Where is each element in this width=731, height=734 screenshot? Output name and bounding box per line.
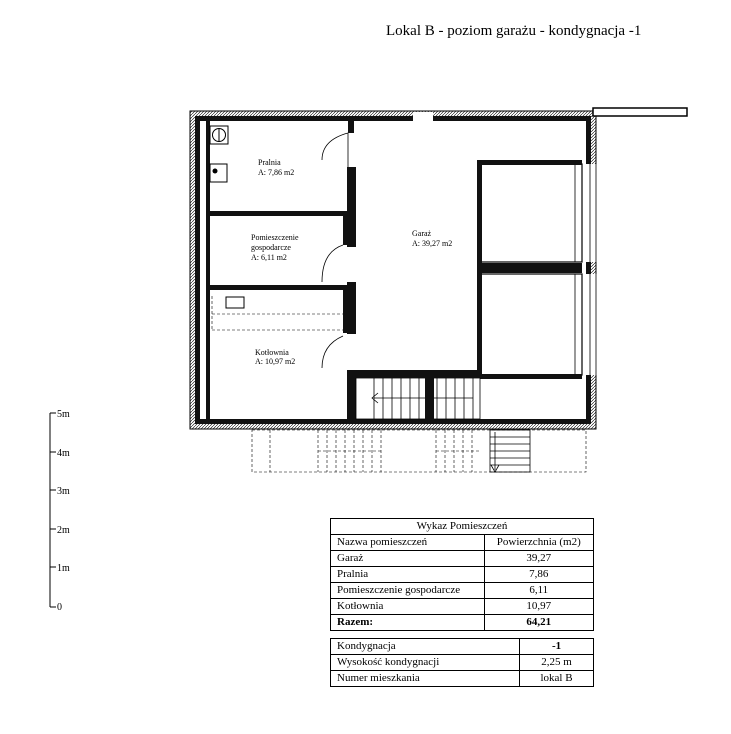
room-area: 7,86	[484, 567, 593, 583]
svg-text:A: 39,27 m2: A: 39,27 m2	[412, 239, 453, 248]
terrace-ledge	[593, 108, 687, 116]
exterior-stairs	[490, 430, 530, 472]
scale-label-2m: 2m	[57, 525, 70, 536]
room-name: Kotłownia	[331, 599, 485, 615]
room-area: 6,11	[484, 583, 593, 599]
room-area: 39,27	[484, 551, 593, 567]
svg-text:Garaż: Garaż	[412, 229, 432, 238]
scale-label-1m: 1m	[57, 563, 70, 574]
total-label: Razem:	[331, 615, 485, 631]
table-row	[331, 567, 594, 583]
svg-text:A: 10,97 m2: A: 10,97 m2	[255, 357, 296, 366]
info-value: -1	[520, 639, 594, 655]
scale-label-0: 0	[57, 602, 62, 613]
table-row	[331, 583, 594, 599]
boiler-icon	[226, 297, 244, 308]
svg-text:A: 7,86 m2: A: 7,86 m2	[258, 168, 295, 177]
drawing-title: Lokal B - poziom garażu - kondygnacja -1	[386, 23, 642, 39]
scale-bar	[50, 413, 56, 607]
room-list-table	[330, 518, 594, 631]
table-total-row	[331, 615, 594, 631]
svg-text:Pralnia: Pralnia	[258, 158, 281, 167]
info-value: 2,25 m	[520, 655, 594, 671]
svg-text:gospodarcze: gospodarcze	[251, 243, 291, 252]
scale-label-5m: 5m	[57, 409, 70, 420]
header-area: Powierzchnia (m2)	[484, 535, 593, 551]
scale-bar-labels	[57, 409, 70, 613]
svg-text:Pomieszczenie: Pomieszczenie	[251, 233, 299, 242]
floor-info-table	[330, 638, 594, 687]
table-row	[331, 655, 594, 671]
table-caption-row	[331, 519, 594, 535]
info-label: Kondygnacja	[331, 639, 520, 655]
table-row	[331, 639, 594, 655]
exterior-dashed	[252, 430, 586, 472]
staircase	[356, 378, 480, 419]
sink-icon	[210, 164, 227, 182]
table-row	[331, 551, 594, 567]
washing-machine-icon	[210, 126, 228, 144]
svg-text:A: 6,11 m2: A: 6,11 m2	[251, 253, 287, 262]
scale-label-3m: 3m	[57, 486, 70, 497]
info-value: lokal B	[520, 671, 594, 687]
total-value: 64,21	[484, 615, 593, 631]
info-label: Numer mieszkania	[331, 671, 520, 687]
table-caption: Wykaz Pomieszczeń	[331, 519, 594, 535]
room-name: Pralnia	[331, 567, 485, 583]
header-name: Nazwa pomieszczeń	[331, 535, 485, 551]
room-area: 10,97	[484, 599, 593, 615]
room-name: Garaż	[331, 551, 485, 567]
table-row	[331, 671, 594, 687]
scale-label-4m: 4m	[57, 448, 70, 459]
svg-text:Kotłownia: Kotłownia	[255, 348, 289, 357]
table-header-row	[331, 535, 594, 551]
table-row	[331, 599, 594, 615]
room-name: Pomieszczenie gospodarcze	[331, 583, 485, 599]
info-label: Wysokość kondygnacji	[331, 655, 520, 671]
